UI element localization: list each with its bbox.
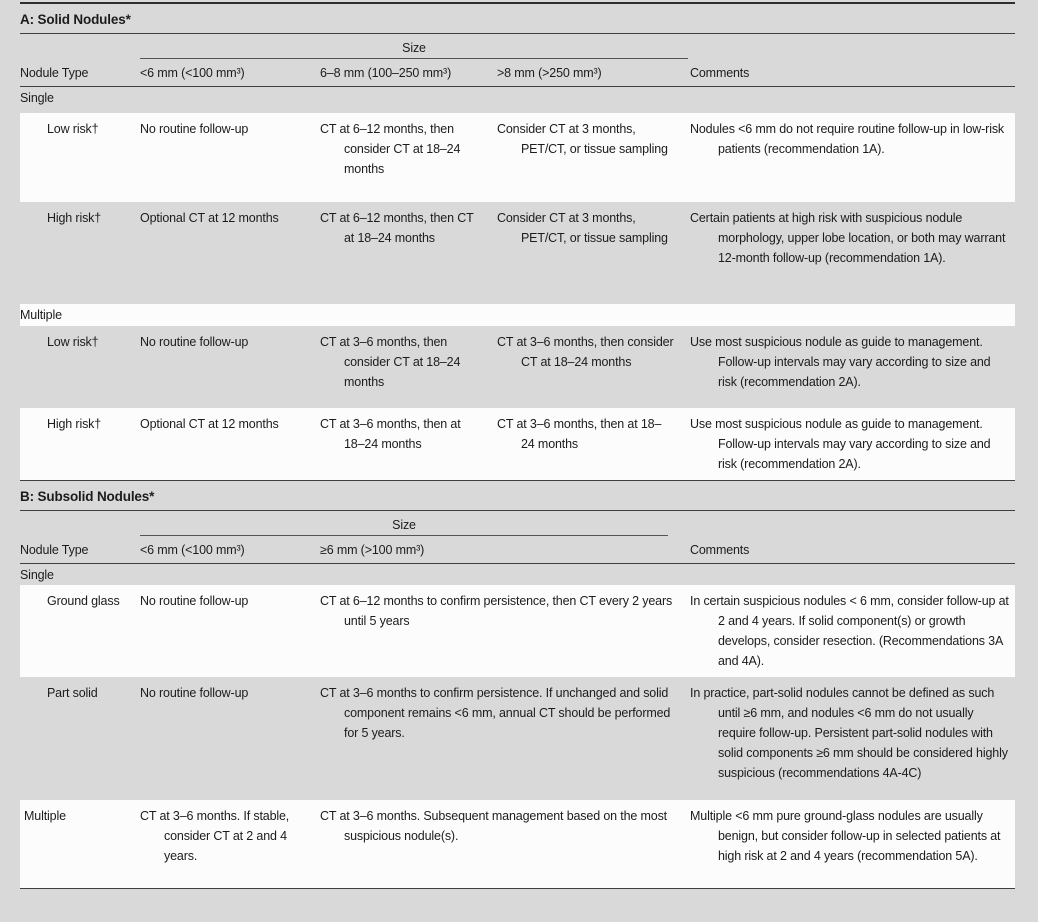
row-label-part-solid: Part solid	[47, 686, 98, 700]
cell-comments: Certain patients at high risk with suspicious nodule morphology, upper lobe location, or both may warrant 12-month follow-up (recommendation 1A).	[690, 211, 1006, 265]
cell-6to8: CT at 6–12 months, then consider CT at 18–24 months	[320, 122, 461, 176]
table-row	[20, 408, 1015, 480]
cell-6to8: CT at 3–6 months, then consider CT at 18–24 months	[320, 335, 461, 389]
cell-comments: Use most suspicious nodule as guide to management. Follow-up intervals may vary according to size and risk (recommendation 2A).	[690, 335, 991, 389]
cell-gt8: CT at 3–6 months, then at 18–24 months	[497, 417, 662, 451]
cell-ge6: CT at 3–6 months. Subsequent management based on the most suspicious nodule(s).	[320, 809, 667, 843]
section-a-solid-nodules	[0, 4, 1038, 481]
col-header-nodule-type: Nodule Type	[20, 543, 89, 557]
table-row	[20, 326, 1015, 408]
cell-gt8: CT at 3–6 months, then consider CT at 18–24 months	[497, 335, 674, 369]
section-b-size-header: Size	[140, 511, 668, 536]
col-header-size-6to8: 6–8 mm (100–250 mm³)	[320, 66, 452, 80]
row-label-multiple: Multiple	[24, 809, 66, 823]
col-header-size-ge6: ≥6 mm (>100 mm³)	[320, 543, 425, 557]
cell-lt6: CT at 3–6 months. If stable, consider CT at 2 and 4 years.	[140, 809, 290, 863]
cell-gt8: Consider CT at 3 months, PET/CT, or tissue sampling	[497, 122, 668, 156]
col-header-size-lt6: <6 mm (<100 mm³)	[140, 66, 245, 80]
row-label-high-risk: High risk†	[47, 211, 102, 225]
col-header-nodule-type: Nodule Type	[20, 66, 89, 80]
section-a-title: A: Solid Nodules*	[20, 12, 131, 27]
group-header-multiple: Multiple	[20, 304, 1015, 326]
cell-comments: Use most suspicious nodule as guide to management. Follow-up intervals may vary according to size and risk (recommendation 2A).	[690, 417, 991, 471]
cell-ge6: CT at 6–12 months to confirm persistence, then CT every 2 years until 5 years	[320, 594, 673, 628]
cell-6to8: CT at 6–12 months, then CT at 18–24 months	[320, 211, 474, 245]
cell-comments: Multiple <6 mm pure ground-glass nodules are usually benign, but consider follow-up in selected patients at high risk at 2 and 4 years (recommendation 5A).	[690, 809, 1001, 863]
cell-lt6: No routine follow-up	[140, 594, 249, 608]
row-label-high-risk: High risk†	[47, 417, 102, 431]
guidelines-table	[0, 2, 1038, 901]
section-b-size-header-row	[20, 511, 1015, 536]
cell-6to8: CT at 3–6 months, then at 18–24 months	[320, 417, 461, 451]
section-a-column-headers	[20, 59, 1015, 87]
cell-lt6: No routine follow-up	[140, 335, 249, 349]
cell-lt6: No routine follow-up	[140, 122, 249, 136]
table-row	[20, 113, 1015, 202]
row-label-low-risk: Low risk†	[47, 335, 99, 349]
col-header-size-lt6: <6 mm (<100 mm³)	[140, 543, 245, 557]
group-header-single: Single	[20, 568, 54, 582]
row-label-ground-glass: Ground glass	[47, 594, 120, 608]
col-header-comments: Comments	[690, 66, 750, 80]
section-b-title: B: Subsolid Nodules*	[20, 489, 155, 504]
cell-lt6: Optional CT at 12 months	[140, 417, 279, 431]
group-header-single: Single	[20, 91, 54, 105]
cell-comments: In practice, part-solid nodules cannot be defined as such until ≥6 mm, and nodules <6 mm do not usually require follow-up. Persistent part-solid nodules with solid components ≥6 mm should be considered highly suspicious (recommendations 4A-4C)	[690, 686, 1008, 780]
table-row	[20, 202, 1015, 304]
cell-lt6: Optional CT at 12 months	[140, 211, 279, 225]
section-a-size-header-row	[20, 34, 1015, 59]
cell-lt6: No routine follow-up	[140, 686, 249, 700]
cell-gt8: Consider CT at 3 months, PET/CT, or tissue sampling	[497, 211, 668, 245]
table-row	[20, 585, 1015, 677]
table-row	[20, 800, 1015, 888]
cell-comments: Nodules <6 mm do not require routine follow-up in low-risk patients (recommendation 1A).	[690, 122, 1005, 156]
cell-comments: In certain suspicious nodules < 6 mm, consider follow-up at 2 and 4 years. If solid component(s) or growth develops, consider resection. (Recommendations 3A and 4A).	[690, 594, 1009, 668]
cell-ge6: CT at 3–6 months to confirm persistence. If unchanged and solid component remains <6 mm, annual CT should be performed for 5 years.	[320, 686, 671, 740]
col-header-size-gt8: >8 mm (>250 mm³)	[497, 66, 602, 80]
section-b-subsolid-nodules	[0, 481, 1038, 901]
section-a-size-header: Size	[140, 34, 688, 59]
table-row	[20, 677, 1015, 800]
section-b-column-headers	[20, 536, 1015, 564]
col-header-comments: Comments	[690, 543, 750, 557]
row-label-low-risk: Low risk†	[47, 122, 99, 136]
